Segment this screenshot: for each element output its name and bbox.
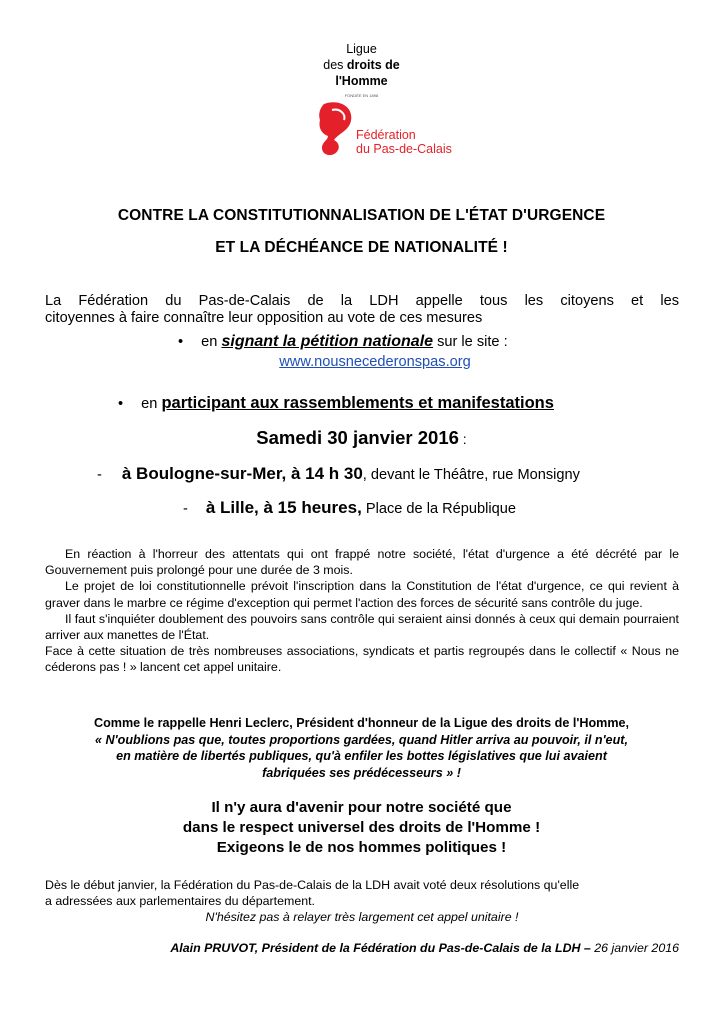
- signature: [170, 941, 679, 955]
- event-lille: [183, 498, 516, 518]
- closing-line2: a adressées aux parlementaires du département.: [45, 894, 315, 908]
- event-boulogne-bold: à Boulogne-sur-Mer, à 14 h 30: [121, 464, 363, 483]
- page-title-line1: CONTRE LA CONSTITUTIONNALISATION DE L'ÉTAT D'URGENCE: [117, 207, 606, 224]
- event-date-suffix: :: [458, 431, 467, 447]
- logo-line-homme: l'Homme: [335, 74, 388, 88]
- event-lille-rest: Place de la République: [361, 501, 516, 517]
- quote-line2: « N'oublions pas que, toutes proportions gardées, quand Hitler arriva au pouvoir, il n'eut,: [95, 732, 628, 747]
- body-paragraph-3: Il faut s'inquiéter doublement des pouvoirs sans contrôle qui seraient ainsi donnés à ceux qui demain pourraient arriver aux manettes de l'État.: [45, 611, 679, 643]
- bullet-rassemblements: [118, 394, 554, 413]
- logo-federation: [356, 128, 452, 156]
- closing-line1: Dès le début janvier, la Fédération du Pas-de-Calais de la LDH avait voté deux résolutions qu'elle: [45, 878, 580, 892]
- bullet-petition-suffix: sur le site :: [433, 334, 508, 350]
- body-paragraph-4: Face à cette situation de très nombreuses associations, syndicats et partis regroupés dans le collectif « Nous ne céderons pas ! » lancent cet appel unitaire.: [45, 644, 679, 675]
- signature-date: 26 janvier 2016: [590, 941, 679, 955]
- ldh-bonnet-icon: [316, 100, 358, 158]
- logo-federation-line2: du Pas-de-Calais: [356, 142, 452, 156]
- event-boulogne: [97, 464, 580, 484]
- event-dash: -: [183, 501, 188, 517]
- logo-founded: FONDÉE EN 1898: [344, 93, 379, 98]
- quote-line3: en matière de libertés publiques, qu'à enfiler les bottes législatives que lui avaient: [116, 749, 607, 763]
- event-dash: -: [97, 467, 102, 483]
- intro-line1: La Fédération du Pas-de-Calais de la LDH appelle tous les citoyens et les: [45, 293, 679, 309]
- ldh-logo: [0, 42, 723, 172]
- bullet-dot: •: [118, 396, 124, 412]
- logo-federation-line1: Fédération: [356, 128, 416, 142]
- signature-name: Alain PRUVOT, Président de la Fédération du Pas-de-Calais de la LDH –: [170, 941, 591, 955]
- bullet-rassemblements-prefix: en: [141, 396, 162, 412]
- petition-link[interactable]: www.nousnecederonspas.org: [279, 354, 471, 370]
- quote-line1: Comme le rappelle Henri Leclerc, Président d'honneur de la Ligue des droits de l'Homme,: [93, 716, 630, 730]
- bullet-dot: •: [178, 334, 184, 350]
- logo-line-ligue: Ligue: [346, 42, 377, 56]
- event-date-label: Samedi 30 janvier 2016: [256, 427, 459, 448]
- quote-line4: fabriquées ses prédécesseurs » !: [262, 765, 461, 780]
- quote-block: [40, 715, 683, 781]
- bullet-petition-emphasis: signant la pétition nationale: [221, 333, 434, 350]
- conclusion-line1: Il n'y aura d'avenir pour notre société que: [211, 799, 512, 816]
- intro-line2: citoyennes à faire connaître leur opposition au vote de ces mesures: [45, 310, 483, 326]
- conclusion-line2: dans le respect universel des droits de l'Homme !: [182, 819, 541, 836]
- conclusion-block: [0, 798, 723, 858]
- bullet-rassemblements-emphasis: participant aux rassemblements et manifestations: [161, 394, 554, 412]
- body-paragraph-2: Le projet de loi constitutionnelle prévoit l'inscription dans la Constitution de l'état d'urgence, ce qui revient à graver dans le marbre ce régime d'exception qui permet l'action des forces de sécurité sans contrôle du juge.: [45, 579, 679, 610]
- closing-block: [45, 877, 679, 925]
- bullet-petition: [178, 333, 508, 351]
- logo-des: des: [323, 58, 347, 72]
- bullet-petition-prefix: en: [201, 334, 222, 350]
- body-paragraph-1: En réaction à l'horreur des attentats qui ont frappé notre société, l'état d'urgence a été décrété par le Gouvernement puis prolongé pour une durée de 3 mois.: [45, 547, 679, 578]
- conclusion-line3: Exigeons le de nos hommes politiques !: [216, 839, 507, 856]
- event-boulogne-rest: , devant le Théâtre, rue Monsigny: [362, 467, 580, 483]
- event-date: [0, 427, 723, 449]
- event-lille-bold: à Lille, à 15 heures,: [205, 498, 362, 517]
- logo-droits-de: droits de: [346, 58, 400, 72]
- body-text: [45, 546, 679, 676]
- closing-line3: N'hésitez pas à relayer très largement cet appel unitaire !: [205, 910, 519, 924]
- logo-line-droits: [0, 58, 723, 72]
- petition-link-wrap: [0, 354, 723, 370]
- page-title-line2: ET LA DÉCHÉANCE DE NATIONALITÉ !: [215, 239, 508, 256]
